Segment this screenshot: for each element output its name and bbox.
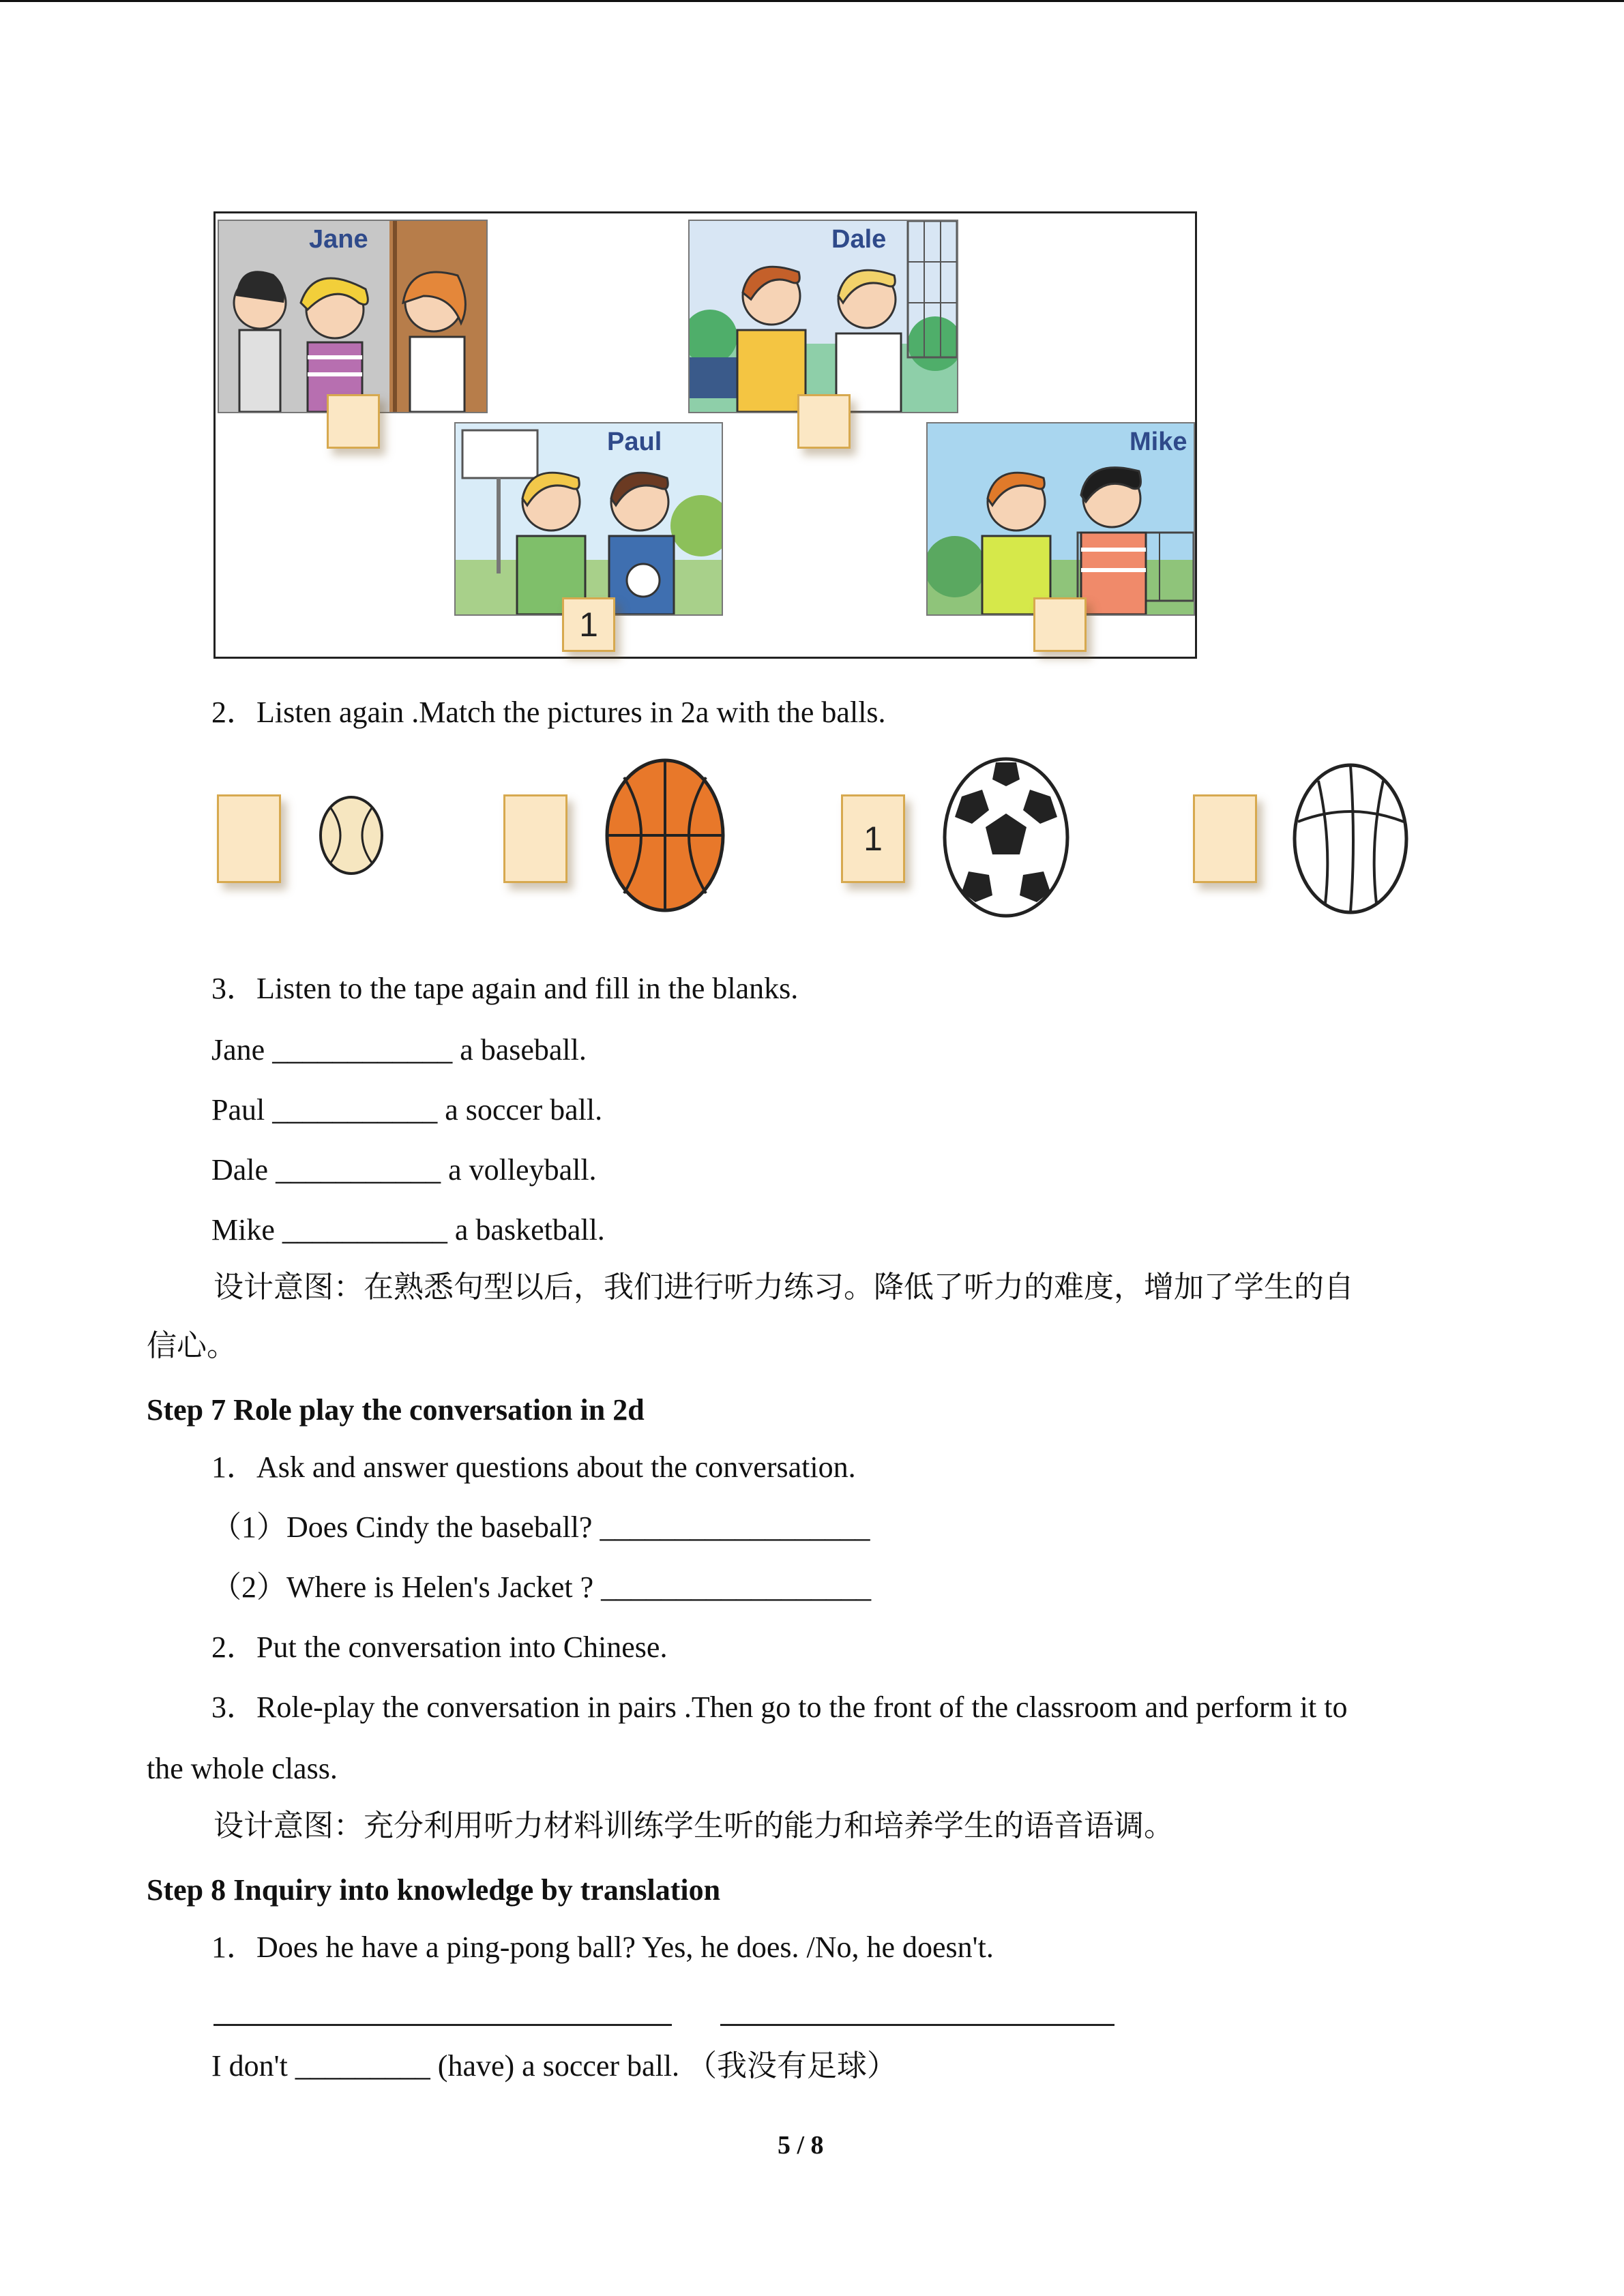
fill-rest: a volleyball. — [448, 1153, 597, 1187]
panel-name-paul: Paul — [607, 428, 662, 456]
design-intent-1-line1: 设计意图：在熟悉句型以后，我们进行听力练习。降低了听力的难度，增加了学生的自 — [213, 1270, 1354, 1304]
panel-paul — [454, 422, 723, 616]
fill-rest: a soccer ball. — [445, 1093, 603, 1127]
fill-line-mike — [211, 1210, 605, 1251]
question-2-text: 2．Listen again .Match the pictures in 2a with the balls. — [211, 696, 886, 729]
volleyball-icon — [1291, 760, 1411, 917]
step-8-item-1: 1．Does he have a ping-pong ball? Yes, he does. /No, he doesn't. — [211, 1930, 994, 1964]
fill-name: Jane — [211, 1033, 265, 1067]
step-7-sub-1: （1）Does Cindy the baseball? __________________ — [211, 1510, 870, 1544]
answer-line-1[interactable] — [213, 2024, 672, 2026]
fill-line-paul — [211, 1090, 602, 1131]
dale-scene-illustration — [690, 221, 957, 412]
fill-blank[interactable]: ___________ — [272, 1093, 438, 1127]
match-box-volleyball — [1193, 794, 1257, 883]
step-7-item-2: 2．Put the conversation into Chinese. — [211, 1630, 668, 1664]
paul-scene-illustration — [456, 423, 722, 614]
answer-box-jane — [327, 394, 380, 449]
fill-rest: a basketball. — [454, 1213, 605, 1247]
answer-box-paul: 1 — [562, 597, 615, 652]
answer-line-2[interactable] — [720, 2024, 1114, 2026]
match-box-basketball — [503, 794, 567, 883]
answer-box-mike — [1033, 597, 1087, 652]
page-number: 5 / 8 — [778, 2131, 824, 2160]
design-intent-2: 设计意图：充分利用听力材料训练学生听的能力和培养学生的语音语调。 — [213, 1809, 1174, 1843]
page-top-border — [0, 0, 1624, 2]
panel-name-jane: Jane — [309, 225, 368, 254]
fill-line-jane — [211, 1030, 587, 1071]
picture-frame — [213, 211, 1197, 659]
step-8-heading: Step 8 Inquiry into knowledge by translation — [147, 1873, 721, 1907]
fill-line-dale — [211, 1150, 597, 1191]
design-intent-1-line2: 信心。 — [147, 1329, 237, 1362]
panel-dale — [688, 220, 958, 413]
fill-rest: a baseball. — [460, 1033, 587, 1067]
fill-blank[interactable]: ___________ — [282, 1213, 447, 1247]
fill-name: Paul — [211, 1093, 265, 1127]
soccer-ball-icon — [941, 756, 1071, 919]
question-3-text: 3．Listen to the tape again and fill in the blanks. — [211, 972, 799, 1005]
step-7-item-3-line1: 3．Role-play the conversation in pairs .Then go to the front of the classroom and perform it to — [211, 1690, 1348, 1724]
step-7-item-1: 1．Ask and answer questions about the conversation. — [211, 1450, 856, 1484]
answer-box-dale — [797, 394, 851, 449]
panel-jane — [218, 220, 488, 413]
panel-mike — [926, 422, 1195, 616]
match-box-baseball — [217, 794, 281, 883]
step-7-sub-2: （2）Where is Helen's Jacket ? __________________ — [211, 1570, 872, 1604]
match-box-soccer-ball: 1 — [841, 794, 905, 883]
baseball-icon — [317, 794, 385, 876]
fill-blank[interactable]: ___________ — [276, 1153, 441, 1187]
fill-blank[interactable]: ____________ — [272, 1033, 453, 1067]
panel-name-dale: Dale — [831, 225, 887, 254]
panel-name-mike: Mike — [1130, 428, 1187, 456]
fill-name: Dale — [211, 1153, 269, 1187]
basketball-icon — [604, 757, 726, 914]
step-8-item-2: I don't _________ (have) a soccer ball. （我没有足球） — [211, 2049, 898, 2083]
step-7-item-3-line2: the whole class. — [147, 1752, 338, 1785]
step-7-heading: Step 7 Role play the conversation in 2d — [147, 1393, 645, 1427]
fill-name: Mike — [211, 1213, 275, 1247]
